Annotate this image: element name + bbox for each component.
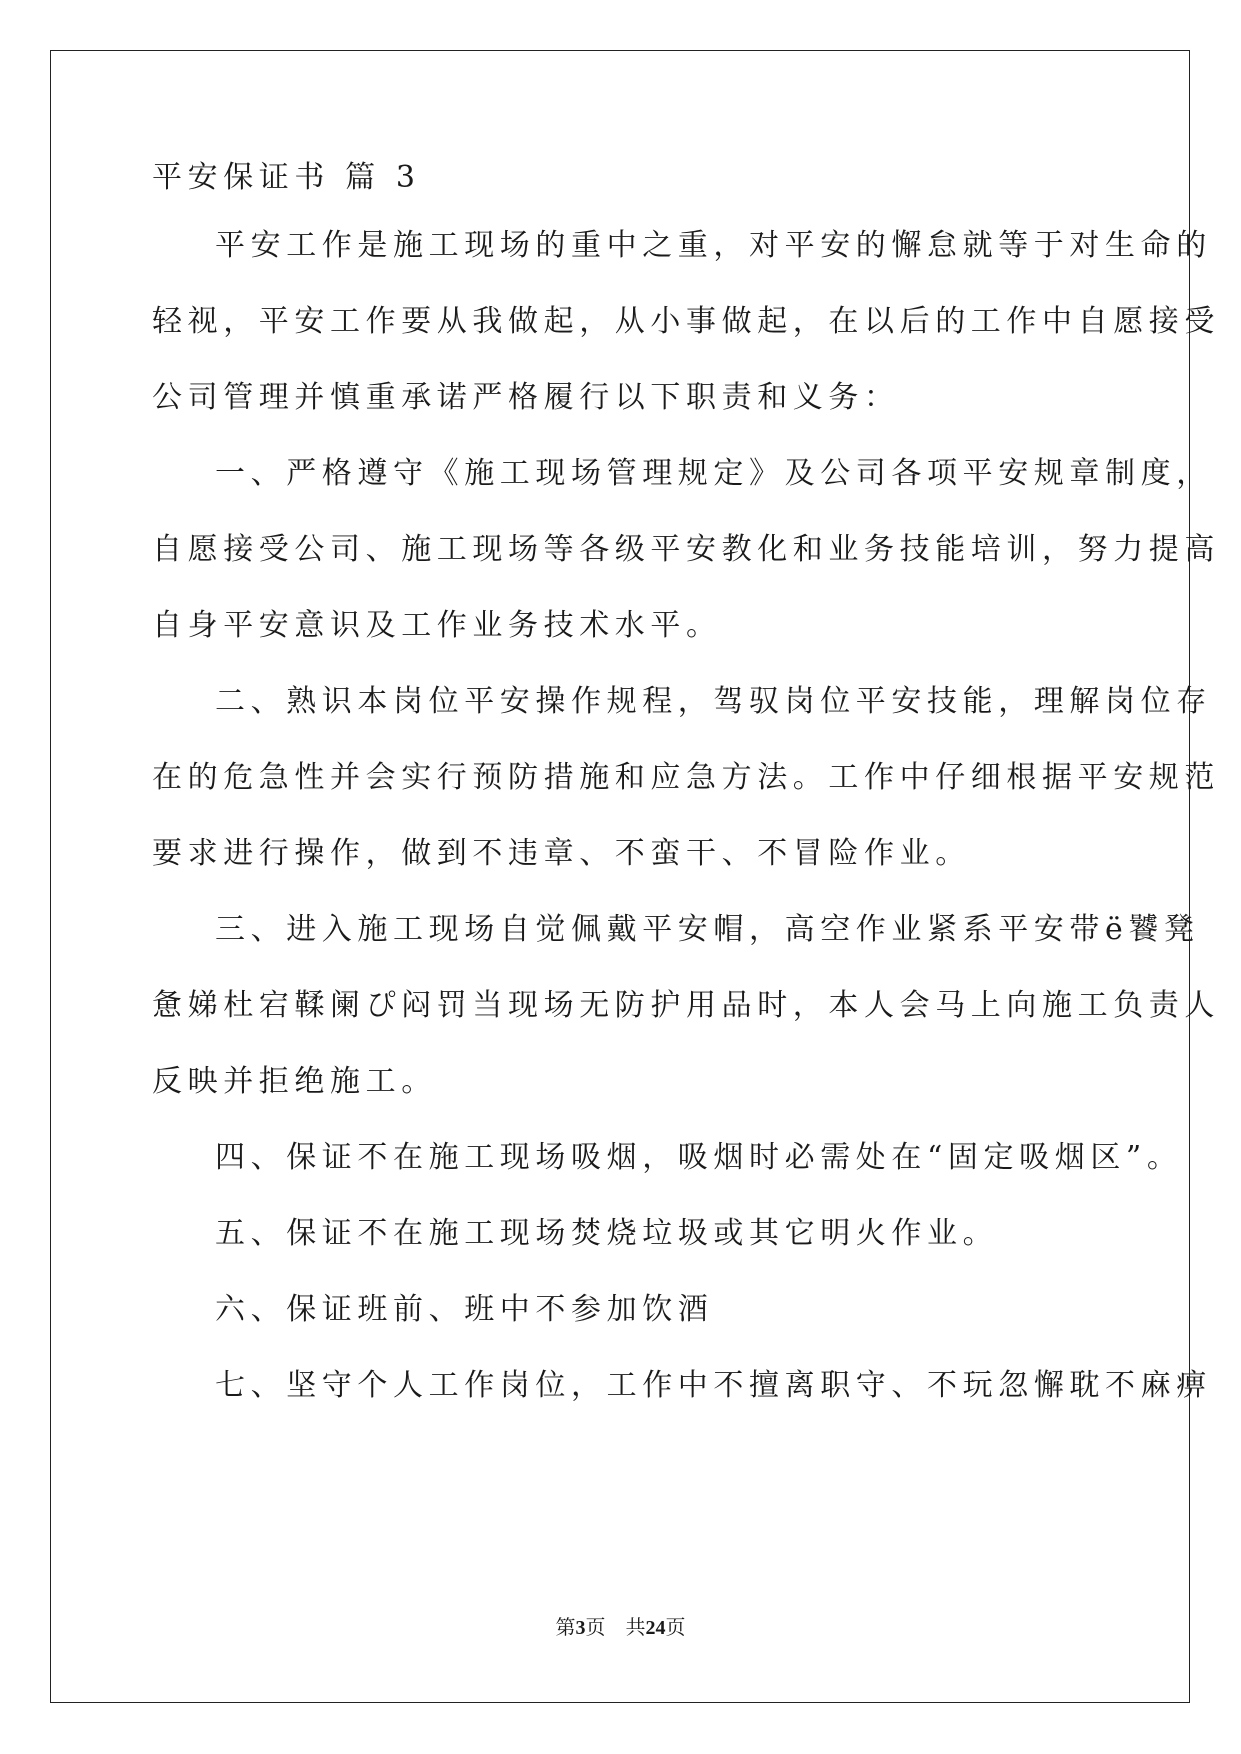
text-line: 要求进行操作，做到不违章、不蛮干、不冒险作业。 [152, 836, 971, 871]
page-prefix: 第 [555, 1617, 576, 1639]
text-line: 惫娣杜宕鞣阑ぴ闷罚当现场无防护用品时，本人会马上向施工负责人 [152, 988, 1220, 1023]
text-line: 一、严格遵守《施工现场管理规定》及公司各项平安规章制度， [215, 456, 1212, 491]
text-line: 反映并拒绝施工。 [152, 1064, 437, 1099]
total-prefix: 共 [625, 1617, 646, 1639]
total-pages: 24 [645, 1617, 666, 1639]
text-line: 二、熟识本岗位平安操作规程，驾驭岗位平安技能，理解岗位存 [215, 684, 1212, 719]
page-border [50, 50, 1190, 1703]
text-line: 在的危急性并会实行预防措施和应急方法。工作中仔细根据平安规范 [152, 760, 1220, 795]
text-line: 公司管理并慎重承诺严格履行以下职责和义务： [152, 380, 900, 415]
text-line: 自身平安意识及工作业务技术水平。 [152, 608, 722, 643]
document-heading: 平安保证书 篇 3 [152, 160, 421, 195]
text-line: 三、进入施工现场自觉佩戴平安帽，高空作业紧系平安带ё饕凳 [215, 912, 1200, 947]
text-line: 平安工作是施工现场的重中之重，对平安的懈怠就等于对生命的 [215, 228, 1212, 263]
text-line: 五、保证不在施工现场焚烧垃圾或其它明火作业。 [215, 1216, 999, 1251]
text-line: 轻视，平安工作要从我做起，从小事做起，在以后的工作中自愿接受 [152, 304, 1220, 339]
text-line: 七、坚守个人工作岗位，工作中不擅离职守、不玩忽懈耽不麻痹 [215, 1368, 1212, 1403]
text-line: 自愿接受公司、施工现场等各级平安教化和业务技能培训，努力提高 [152, 532, 1220, 567]
page-suffix: 页 [585, 1617, 606, 1639]
page-number: 3 [575, 1617, 586, 1639]
page-footer [0, 1614, 1241, 1642]
text-line: 四、保证不在施工现场吸烟，吸烟时必需处在“固定吸烟区”。 [215, 1140, 1183, 1175]
text-line: 六、保证班前、班中不参加饮酒 [215, 1292, 714, 1327]
total-suffix: 页 [665, 1617, 686, 1639]
